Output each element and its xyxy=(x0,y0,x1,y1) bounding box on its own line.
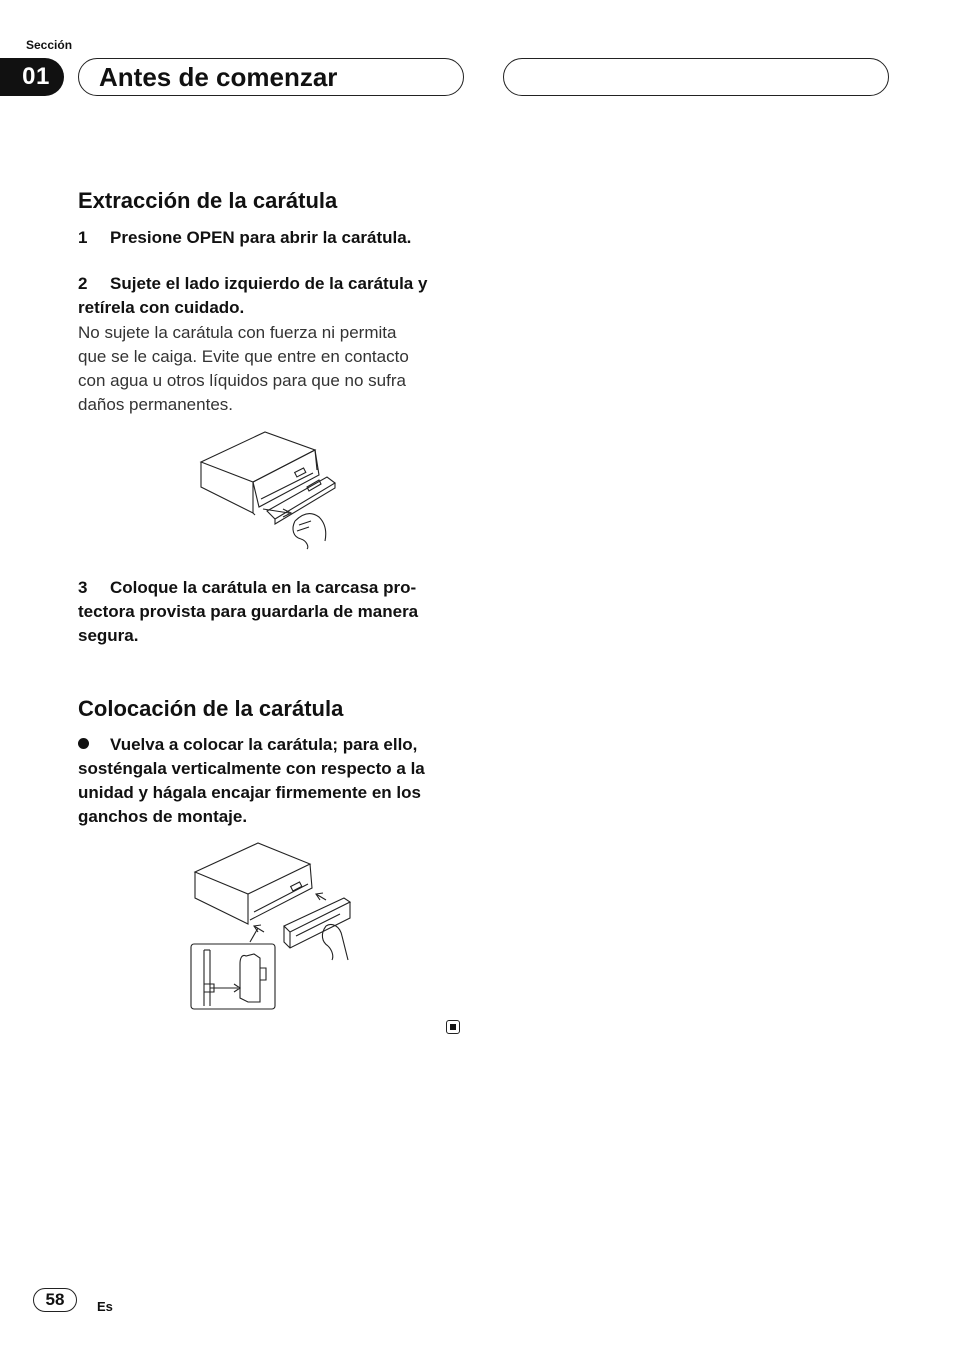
step-text: Presione OPEN para abrir la carátula. xyxy=(110,228,412,247)
attach-bullet xyxy=(78,733,468,829)
removal-step-1 xyxy=(78,226,468,250)
page-title-text: Antes de comenzar xyxy=(99,61,338,92)
bullet-text-line-3: unidad y hágala encajar firmemente en los xyxy=(78,783,421,802)
page-title xyxy=(78,58,464,96)
step-number: 1 xyxy=(78,228,88,247)
removal-step-3 xyxy=(78,576,468,648)
note-line-1: No sujete la carátula con fuerza ni permita xyxy=(78,323,397,342)
section-label: Sección xyxy=(26,38,73,52)
bullet-text-line-4: ganchos de montaje. xyxy=(78,807,248,826)
note-line-4: daños permanentes. xyxy=(78,395,233,414)
faceplate-removal-illustration xyxy=(195,425,345,550)
bullet-icon xyxy=(78,738,89,749)
removal-step-2 xyxy=(78,272,468,320)
bullet-text-line-2: sosténgala verticalmente con respecto a la xyxy=(78,759,425,778)
empty-header-pill xyxy=(503,58,889,96)
step-number: 2 xyxy=(78,274,88,293)
step-text-line-2: retírela con cuidado. xyxy=(78,298,245,317)
step-text-line-1: Sujete el lado izquierdo de la carátula y xyxy=(110,274,428,293)
step-text-line-2: tectora provista para guardarla de manera xyxy=(78,602,419,621)
step-number: 3 xyxy=(78,578,88,597)
bullet-text-line-1: Vuelva a colocar la carátula; para ello, xyxy=(110,735,418,754)
step-text-line-1: Coloque la carátula en la carcasa pro- xyxy=(110,578,417,597)
note-line-2: que se le caiga. Evite que entre en contacto xyxy=(78,347,409,366)
removal-note xyxy=(78,321,458,417)
page-number: 58 xyxy=(33,1288,77,1312)
section-number-badge: 01 xyxy=(0,58,64,96)
faceplate-attach-illustration xyxy=(188,838,356,1013)
step-text-line-3: segura. xyxy=(78,626,139,645)
attach-heading: Colocación de la carátula xyxy=(78,696,344,721)
language-code: Es xyxy=(97,1299,113,1314)
end-of-section-icon xyxy=(446,1020,460,1034)
removal-heading: Extracción de la carátula xyxy=(78,188,338,213)
note-line-3: con agua u otros líquidos para que no sufra xyxy=(78,371,406,390)
